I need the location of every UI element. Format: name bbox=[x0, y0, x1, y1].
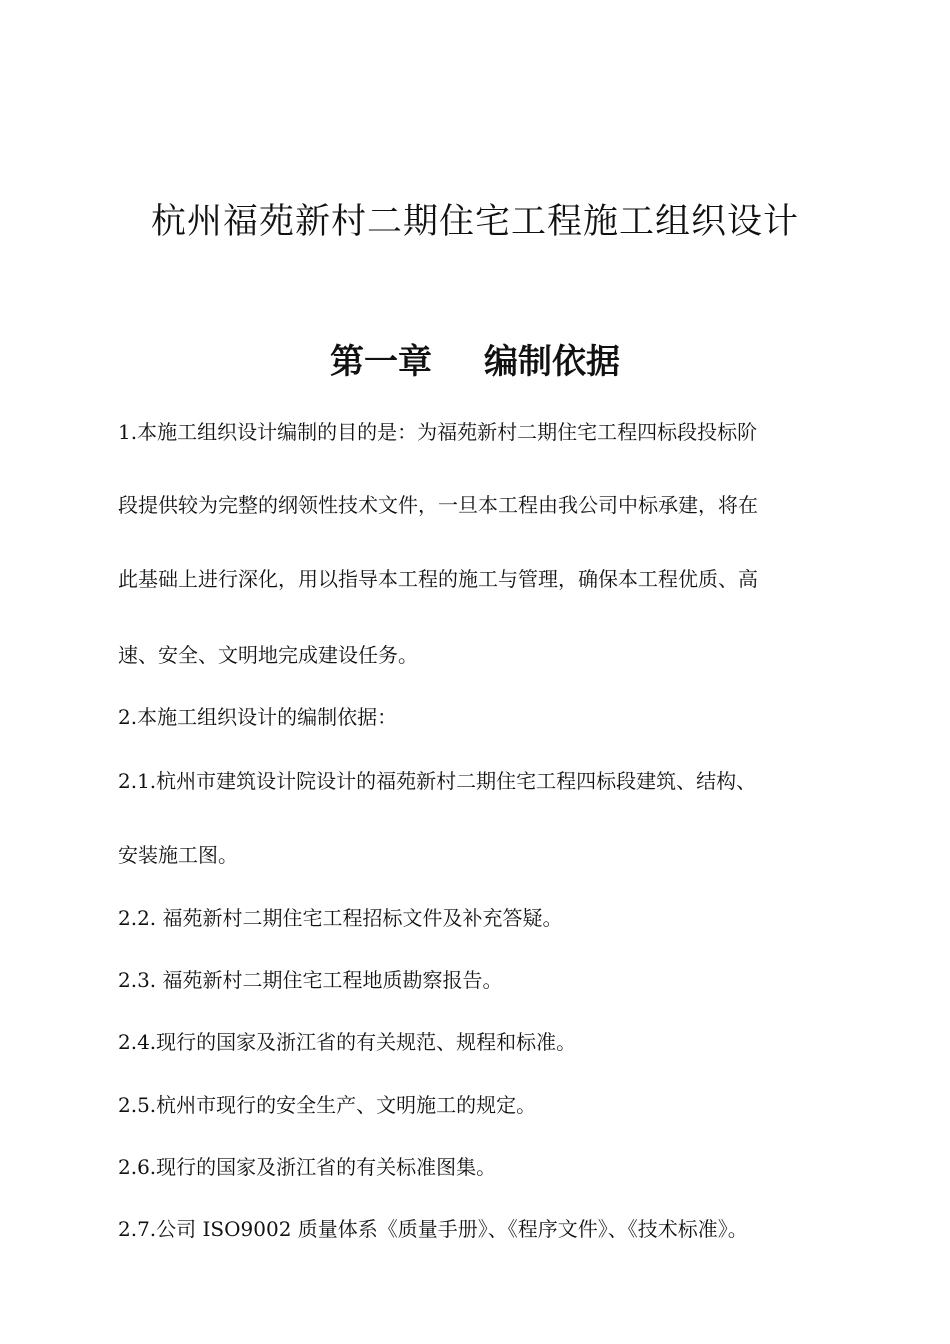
paragraph-line: 2.本施工组织设计的编制依据： bbox=[118, 705, 398, 729]
paragraph-line: 2.5.杭州市现行的安全生产、文明施工的规定。 bbox=[118, 1093, 537, 1117]
paragraph-line: 段提供较为完整的纲领性技术文件，一旦本工程由我公司中标承建，将在 bbox=[118, 493, 758, 517]
chapter-title: 编制依据 bbox=[484, 342, 620, 382]
paragraph-line: 速、安全、文明地完成建设任务。 bbox=[118, 643, 418, 667]
paragraph-line: 1.本施工组织设计编制的目的是：为福苑新村二期住宅工程四标段投标阶 bbox=[118, 420, 758, 444]
chapter-heading bbox=[0, 336, 950, 388]
paragraph-line: 此基础上进行深化，用以指导本工程的施工与管理，确保本工程优质、高 bbox=[118, 567, 758, 591]
paragraph-line: 2.7.公司 ISO9002 质量体系《质量手册》、《程序文件》、《技术标准》。 bbox=[118, 1217, 748, 1241]
paragraph-line: 2.6.现行的国家及浙江省的有关标准图集。 bbox=[118, 1155, 497, 1179]
paragraph-line: 安装施工图。 bbox=[118, 843, 238, 867]
paragraph-line: 2.2. 福苑新村二期住宅工程招标文件及补充答疑。 bbox=[118, 906, 563, 930]
paragraph-line: 2.3. 福苑新村二期住宅工程地质勘察报告。 bbox=[118, 968, 503, 992]
paragraph-line: 2.4.现行的国家及浙江省的有关规范、规程和标准。 bbox=[118, 1030, 577, 1054]
paragraph-line: 2.1.杭州市建筑设计院设计的福苑新村二期住宅工程四标段建筑、结构、 bbox=[118, 769, 757, 793]
document-title: 杭州福苑新村二期住宅工程施工组织设计 bbox=[150, 202, 799, 242]
chapter-number: 第一章 bbox=[330, 342, 432, 382]
